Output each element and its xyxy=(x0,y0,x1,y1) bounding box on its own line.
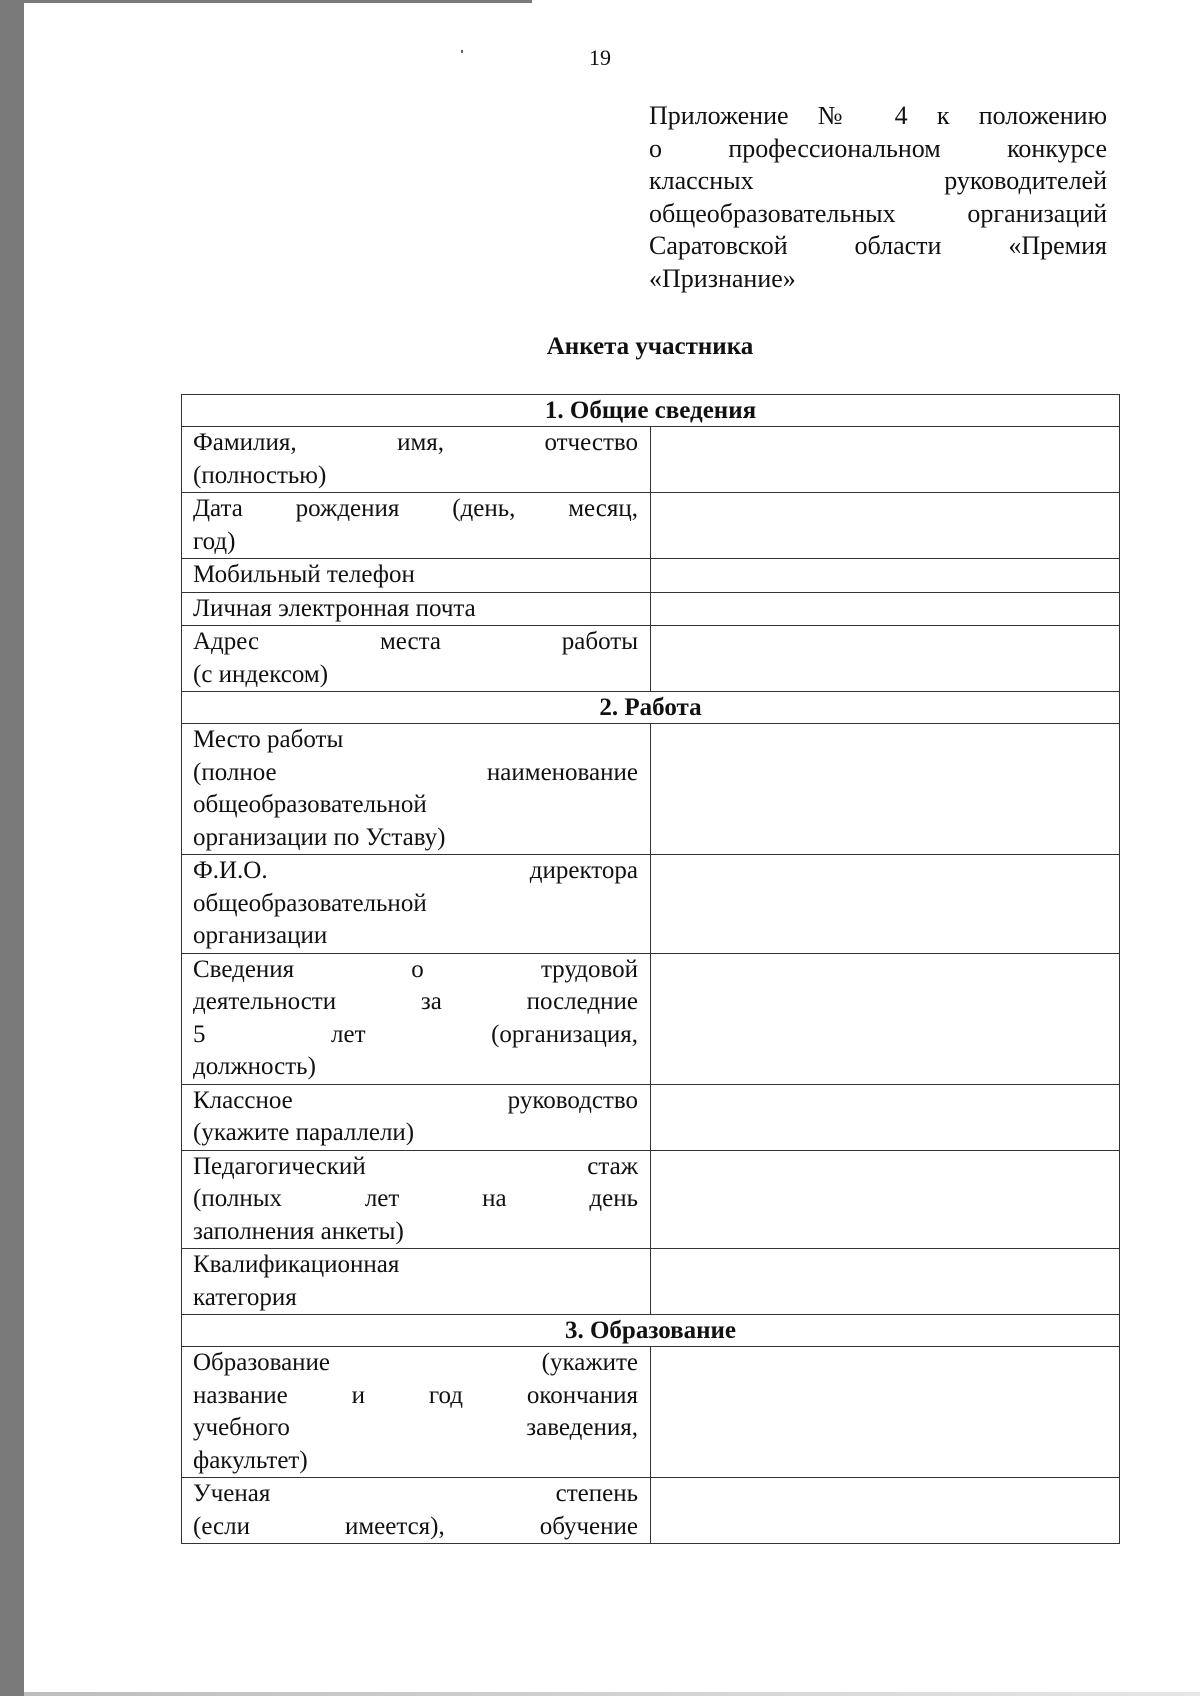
field-value-cell[interactable] xyxy=(651,493,1120,559)
field-value-cell[interactable] xyxy=(651,626,1120,692)
appendix-line: Приложение № 4 к положению xyxy=(649,101,1107,130)
label-line: Сведения о трудовой xyxy=(193,955,638,983)
page-number: 19 xyxy=(589,45,611,70)
label-line: Место работы xyxy=(193,726,344,753)
label-line: категория xyxy=(193,1283,297,1311)
field-label xyxy=(182,1249,651,1315)
section-title: 3. Образование xyxy=(182,1315,1120,1347)
scan-border-left xyxy=(0,0,24,1696)
label-line: Ф.И.О. директора xyxy=(193,857,638,884)
label-line: (если имеется), обучение xyxy=(193,1512,638,1540)
field-label xyxy=(182,1084,651,1150)
form-row xyxy=(182,427,1120,493)
label-line: общеобразовательной xyxy=(193,791,427,818)
appendix-line: о профессиональном конкурсе xyxy=(649,133,1107,163)
field-value-cell[interactable] xyxy=(651,855,1120,954)
label-line: (полное наименование xyxy=(193,758,638,786)
form-row xyxy=(182,855,1120,954)
field-label xyxy=(182,1150,651,1249)
field-value-cell[interactable] xyxy=(651,559,1120,593)
section-header-row xyxy=(182,692,1120,724)
appendix-reference xyxy=(649,100,1107,295)
field-value-cell[interactable] xyxy=(651,953,1120,1084)
label-line: организации xyxy=(193,922,328,949)
label-line: факультет) xyxy=(193,1446,308,1474)
label-line: Дата рождения (день, месяц, xyxy=(193,495,638,522)
form-row xyxy=(182,1249,1120,1315)
label-line: (укажите параллели) xyxy=(193,1119,415,1146)
label-line: 5 лет (организация, xyxy=(193,1020,638,1048)
label-line: Образование (укажите xyxy=(193,1349,638,1376)
label-line: Ученая степень xyxy=(193,1480,638,1507)
form-row xyxy=(182,559,1120,593)
scan-border-top xyxy=(0,0,532,3)
field-value-cell[interactable] xyxy=(651,1084,1120,1150)
section-header-row xyxy=(182,395,1120,427)
form-row xyxy=(182,592,1120,626)
form-row xyxy=(182,1347,1120,1478)
label-line: заполнения анкеты) xyxy=(193,1217,404,1245)
label-line: Адрес места работы xyxy=(193,628,638,655)
field-value-cell[interactable] xyxy=(651,592,1120,626)
form-row xyxy=(182,953,1120,1084)
label-line: (полных лет на день xyxy=(193,1185,638,1212)
form-row xyxy=(182,724,1120,855)
field-value-cell[interactable] xyxy=(651,1347,1120,1478)
label-line: Фамилия, имя, отчество xyxy=(193,429,638,456)
label-line: Классное руководство xyxy=(193,1086,638,1114)
appendix-line: «Признание» xyxy=(649,263,796,293)
participant-form-table xyxy=(181,394,1120,1544)
label-line: деятельности за последние xyxy=(193,988,638,1015)
field-label xyxy=(182,427,651,493)
scan-border-bottom xyxy=(24,1692,1200,1696)
label-line: (с индексом) xyxy=(193,660,329,688)
field-value-cell[interactable] xyxy=(651,1249,1120,1315)
form-row xyxy=(182,1084,1120,1150)
label-line: должность) xyxy=(193,1053,316,1080)
field-label xyxy=(182,953,651,1084)
appendix-line: общеобразовательных организаций xyxy=(649,198,1107,228)
form-row xyxy=(182,493,1120,559)
label-line: Личная электронная почта xyxy=(193,594,476,622)
form-row xyxy=(182,1150,1120,1249)
label-line: (полностью) xyxy=(193,461,327,489)
field-label xyxy=(182,855,651,954)
form-row xyxy=(182,626,1120,692)
field-label xyxy=(182,724,651,855)
field-label xyxy=(182,592,651,626)
field-value-cell[interactable] xyxy=(651,427,1120,493)
field-value-cell[interactable] xyxy=(651,1478,1120,1544)
label-line: название и год окончания xyxy=(193,1381,638,1409)
section-header-row xyxy=(182,1315,1120,1347)
field-label xyxy=(182,493,651,559)
label-line: год) xyxy=(193,527,236,555)
form-title: Анкета участника xyxy=(546,333,754,360)
field-value-cell[interactable] xyxy=(651,1150,1120,1249)
label-line: Квалификационная xyxy=(193,1251,400,1278)
field-label xyxy=(182,626,651,692)
form-row xyxy=(182,1478,1120,1544)
label-line: Мобильный телефон xyxy=(193,561,415,588)
appendix-line: классных руководителей xyxy=(649,166,1107,195)
label-line: общеобразовательной xyxy=(193,889,427,917)
appendix-line: Саратовской области «Премия xyxy=(649,231,1107,260)
label-line: организации по Уставу) xyxy=(193,823,446,851)
field-label xyxy=(182,1347,651,1478)
field-value-cell[interactable] xyxy=(651,724,1120,855)
field-label xyxy=(182,559,651,593)
section-title: 1. Общие сведения xyxy=(182,395,1120,427)
field-label xyxy=(182,1478,651,1544)
section-title: 2. Работа xyxy=(182,692,1120,724)
label-line: Педагогический стаж xyxy=(193,1152,638,1180)
label-line: учебного заведения, xyxy=(193,1414,638,1441)
